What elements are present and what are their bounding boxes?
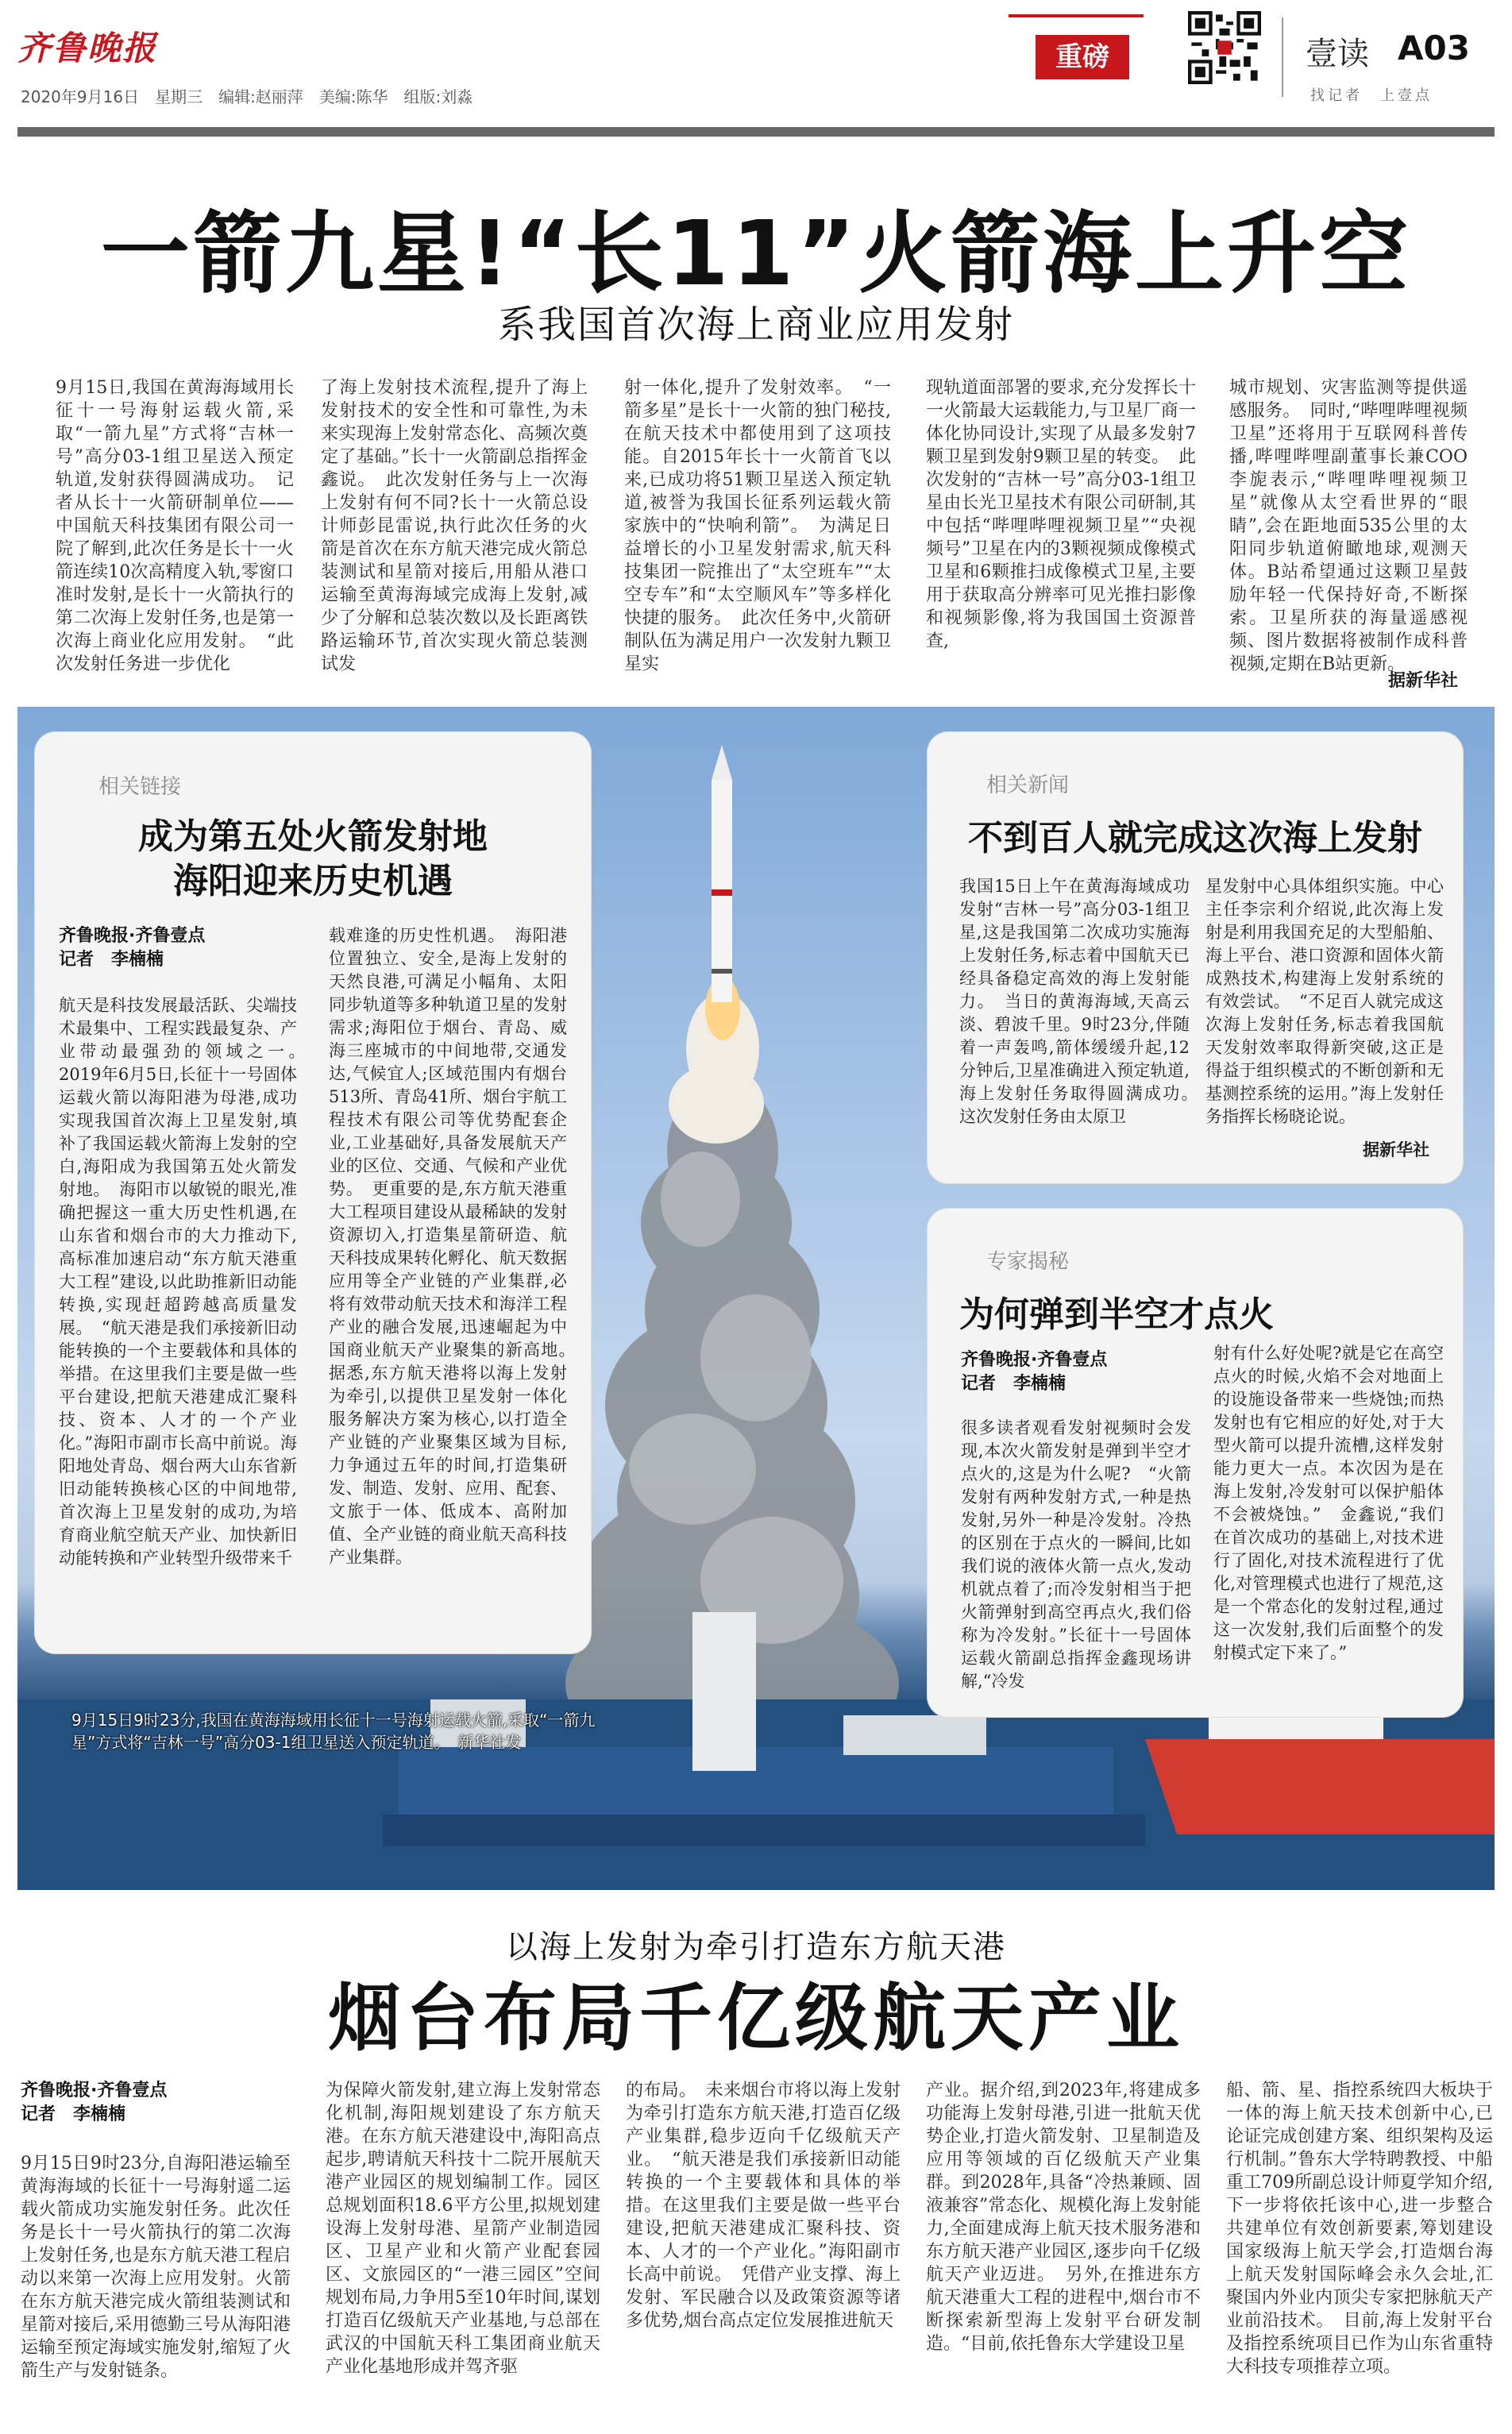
related-link-card xyxy=(35,732,591,1653)
card-byline-1: 齐鲁晚报·齐鲁壹点 xyxy=(961,1350,1108,1370)
main-headline: 一箭九星!“长11”火箭海上升空 xyxy=(100,203,1412,306)
article2-byline-2: 记者 李楠楠 xyxy=(21,2104,126,2124)
card-byline-1: 齐鲁晚报·齐鲁壹点 xyxy=(59,926,206,946)
card-column-1: 航天是科技发展最活跃、尖端技术最集中、工程实践最复杂、产业带动最强劲的领域之一。 2019年6月5日,长征十一号固体运载火箭以海阳港为母港,成功实现我国首次海上卫星发射,填补了我国运载火箭海上发射的空白,海阳成为我国第五处火箭发射地。 海阳市以敏锐的眼光,准确把握这一重大历史性机遇,在山东省和烟台市的大力推动下,高标准加速启动“东方航天港重大工程”建设,以此助推新旧动能转换,实现赶超跨越高质量发展。 “航天港是我们承接新旧动能转换的一个主要载体和具体的举措。在这里我们主要是做一些平台建设,把航天港建成汇聚科技、资本、人才的一个产业化。”海阳市副市长高中前说。海阳地处青岛、烟台两大山东省新旧动能转换核心区的中间地带,首次海上卫星发射的成功,为培育商业航空航天产业、加快新旧动能转换和产业转型升级带来千 xyxy=(59,996,314,1568)
article2-column-3: 的布局。 未来烟台市将以海上发射为牵引打造东方航天港,打造百亿级产业集群,稳步迈向千亿级航天产业。 “航天港是我们承接新旧动能转换的一个主要载体和具体的举措。在这里我们主要是做一些平台建设,把航天港建成汇聚科技、资本、人才的一个产业化。”海阳副市长高中前说。 凭借产业支撑、海上发射、军民融合以及政策资源等诸多优势,烟台高点定位发展推进航天 xyxy=(626,2081,901,2331)
issue-meta: 2020年9月16日 星期三 编辑:赵丽萍 美编:陈华 组版:刘淼 xyxy=(21,87,473,106)
article2-byline-1: 齐鲁晚报·齐鲁壹点 xyxy=(21,2081,168,2100)
article2-column-4: 产业。据介绍,到2023年,将建成多功能海上发射母港,引进一批航天优势企业,打造火箭发射、卫星制造及应用等领域的百亿级航天产业集群。到2028年,具备“冷热兼顾、固液兼容”常态化、规模化海上发射能力,全面建成海上航天技术服务港和东方航天港产业园区,逐步向千亿级航天产业迈进。 另外,在推进东方航天港重大工程的进程中,烟台市不断探索新型海上发射平台研发制造。“目前,依托鲁东大学建设卫星 xyxy=(926,2081,1201,2354)
newspaper-logo: 齐鲁晚报 xyxy=(17,29,158,68)
photo-caption: 9月15日9时23分,我国在黄海海域用长征十一号海射运载火箭,采取“一箭九星”方式将“吉林一号”高分03-1组卫星送入预定轨道。 新华社发 xyxy=(71,1711,596,1752)
article1-source: 据新华社 xyxy=(1388,671,1459,691)
qr-code-icon[interactable] xyxy=(1188,11,1261,84)
article2-kicker: 以海上发射为牵引打造东方航天港 xyxy=(506,1929,1006,1965)
main-subheadline: 系我国首次海上商业应用发射 xyxy=(497,303,1014,347)
card-label: 相关链接 xyxy=(98,775,182,799)
article2-column-2: 为保障火箭发射,建立海上发射常态化机制,海阳规划建设了东方航天港。在东方航天港建设中,海阳高点起步,聘请航天科技十二院开展航天港产业园区的规划编制工作。园区总规划面积18.6平方公里,拟规划建设海上发射母港、星箭产业制造园区、卫星产业和火箭产业配套园区、文旅园区的“一港三园区”空间规划布局,力争用5至10年时间,谋划打造百亿级航天产业基地,与总部在武汉的中国航天科工集团商业航天产业化基地形成并驾齐驱 xyxy=(326,2081,600,2377)
card-column-2: 星发射中心具体组织实施。中心主任李宗利介绍说,此次海上发射是利用我国充足的大型船舶、海上平台、港口资源和固体火箭成熟技术,构建海上发射系统的有效尝试。 “不足百人就完成这次海上发射任务,标志着我国航天发射效率取得新突破,这正是得益于组织模式的不断创新和无基测控系统的运用。”海上发射任务指挥长杨晓论说。 xyxy=(1205,877,1444,1126)
card-column-1: 我国15日上午在黄海海域成功发射“吉林一号”高分03-1组卫星,这是我国第二次成功实施海上发射任务,标志着中国航天已经具备稳定高效的海上发射能力。 当日的黄海海域,天高云淡、碧波千里。9时23分,伴随着一声轰鸣,箭体缓缓升起,12分钟后,卫星准确进入预定轨道,海上发射任务取得圆满成功。 这次发射任务由太原卫 xyxy=(959,877,1206,1126)
card-byline-2: 记者 李楠楠 xyxy=(59,950,164,970)
card-label: 专家揭秘 xyxy=(986,1250,1070,1274)
related-news-card xyxy=(928,732,1463,1183)
card-column-1: 很多读者观看发射视频时会发现,本次火箭发射是弹到半空才点火的,这是为什么呢? “火箭发射有两种发射方式,一种是热发射,另外一种是冷发射。冷热的区别在于点火的一瞬间,比如我们说的液体火箭一点火,发动机就点着了;而冷发射相当于把火箭弹射到高空再点火,我们俗称为冷发射。”长征十一号固体运载火箭副总指挥金鑫现场讲解,“冷发 xyxy=(961,1418,1191,1691)
article1-column-1: 9月15日,我国在黄海海域用长征十一号海射运载火箭,采取“一箭九星”方式将“吉林一号”高分03-1组卫星送入预定轨道,发射获得圆满成功。 记者从长十一火箭研制单位——中国航天科技集团有限公司一院了解到,此次任务是长十一火箭连续10次高精度入轨,零窗口准时发射,是长十一火箭执行的第二次海上发射任务,也是第一次海上商业化应用发射。 “此次发射任务进一步优化 xyxy=(56,378,294,674)
article2-headline: 烟台布局千亿级航天产业 xyxy=(327,1976,1184,2061)
masthead-divider xyxy=(1282,17,1283,97)
article1-column-5: 城市规划、灾害监测等提供遥感服务。 同时,“哔哩哔哩视频卫星”还将用于互联网科普传播,哔哩哔哩副董事长兼COO李旎表示,“哔哩哔哩视频卫星”就像从太空看世界的“眼睛”,会在距地面535公里的太阳同步轨道俯瞰地球,观测天体。B站希望通过这颗卫星鼓励年轻一代保持好奇,不断探索。卫星所获的海量遥感视频、图片数据将被制作成科普视频,定期在B站更新。 xyxy=(1229,378,1468,674)
section-slogan: 找记者 上壹点 xyxy=(1310,87,1433,104)
article1-column-3: 射一体化,提升了发射效率。 “一箭多星”是长十一火箭的独门秘技,在航天技术中都使用到了这项技能。自2015年长十一火箭首飞以来,已成功将51颗卫星送入预定轨道,被誉为我国长征系列运载火箭家族中的“快响利箭”。 为满足日益增长的小卫星发射需求,航天科技集团一院推出了“太空班车”“太空专车”和“太空顺风车”等多样化快捷的服务。 此次任务中,火箭研制队伍为满足用户一次发射九颗卫星实 xyxy=(624,378,891,674)
card-label: 相关新闻 xyxy=(986,773,1070,797)
card-source: 据新华社 xyxy=(1363,1140,1429,1159)
card-column-2: 射有什么好处呢?就是它在高空点火的时候,火焰不会对地面上的设施设备带来一些烧蚀;而热发射也有它相应的好处,对于大型火箭可以提升流槽,这样发射能力更大一点。本次因为是在海上发射,冷发射可以保护船体不会被烧蚀。” 金鑫说,“我们在首次成功的基础上,对技术进行了固化,对技术流程进行了优化,对管理模式也进行了规范,这是一个常态化的发射过程,通过这一次发射,我们后面整个的发射模式定下来了。” xyxy=(1213,1344,1444,1662)
page-number: A03 xyxy=(1398,29,1470,68)
tag-rule xyxy=(1009,14,1144,17)
section-name: 壹读 xyxy=(1306,36,1369,72)
card-title: 不到百人就完成这次海上发射 xyxy=(968,818,1422,858)
expert-card xyxy=(928,1209,1463,1717)
card-title: 为何弹到半空才点火 xyxy=(959,1294,1274,1335)
card-byline-2: 记者 李楠楠 xyxy=(961,1374,1066,1394)
article2-column-1: 9月15日9时23分,自海阳港运输至黄海海域的长征十一号海射遥二运载火箭成功实施发射任务。此次任务是长十一号火箭执行的第二次海上发射任务,也是东方航天港工程启动以来第一次海上应用发射。火箭在东方航天港完成火箭组装测试和星箭对接后,采用德勤三号从海阳港运输至预定海域实施发射,缩短了火箭生产与发射链条。 xyxy=(21,2154,291,2381)
card-title-line-2: 海阳迎来历史机遇 xyxy=(173,861,453,901)
top-rule xyxy=(17,127,1495,137)
article1-column-4: 现轨道面部署的要求,充分发挥长十一火箭最大运载能力,与卫星厂商一体化协同设计,实现了从最多发射7颗卫星到发射9颗卫星的转变。 此次发射的“吉林一号”高分03-1组卫星由长光卫星技术有限公司研制,其中包括“哔哩哔哩视频卫星”“央视频号”卫星在内的3颗视频成像模式卫星和6颗推扫成像模式卫星,主要用于获取高分辨率可见光推扫影像和视频影像,将为我国国土资源普查, xyxy=(926,378,1196,651)
card-title-line-1: 成为第五处火箭发射地 xyxy=(138,816,488,857)
card-column-2: 载难逢的历史性机遇。 海阳港位置独立、安全,是海上发射的天然良港,可满足小幅角、太阳同步轨道等多种轨道卫星的发射需求;海阳位于烟台、青岛、威海三座城市的中间地带,交通发达,气候宜人;区域范围内有烟台513所、青岛41所、烟台宇航工程技术有限公司等优势配套企业,工业基础好,具备发展航天产业的区位、交通、气候和产业优势。 更重要的是,东方航天港重大工程项目建设从最稀缺的发射资源切入,打造集星箭研造、航天科技成果转化孵化、航天数据应用等全产业链的产业集群,必将有效带动航天技术和海洋工程产业的融合发展,迅速崛起为中国商业航天产业聚集的新高地。 据悉,东方航天港将以海上发射为牵引,以提供卫星发射一体化服务解决方案为核心,以打造全产业链的产业聚集区域为目标,力争通过五年的时间,打造集研发、制造、发射、应用、配套、文旅于一体、低成本、高附加值、全产业链的商业航天高科技产业集群。 xyxy=(329,926,584,1567)
article2-column-5: 船、箭、星、指控系统四大板块于一体的海上航天技术创新中心,已论证完成创建方案、组织架构及运行机制。”鲁东大学特聘教授、中船重工709所副总设计师夏学知介绍,下一步将依托该中心,进一步整合共建单位有效创新要素,筹划建设国家级海上航天学会,打造烟台海上航天发射国际峰会永久会址,汇聚国内外业内顶尖专家把脉航天产业前沿技术。 目前,海上发射平台及指控系统项目已作为山东省重特大科技专项推荐立项。 xyxy=(1226,2081,1493,2377)
article1-column-2: 了海上发射技术流程,提升了海上发射技术的安全性和可靠性,为未来实现海上发射常态化、高频次奠定了基础。”长十一火箭副总指挥金鑫说。 此次发射任务与上一次海上发射有何不同?长十一火箭总设计师彭昆雷说,执行此次任务的火箭是首次在东方航天港完成火箭总装测试和星箭对接后,用船从港口运输至黄海海域完成海上发射,减少了分解和总装次数以及长距离铁路运输环节,首次实现火箭总装测试发 xyxy=(321,378,588,674)
section-tag: 重磅 xyxy=(1036,35,1129,79)
